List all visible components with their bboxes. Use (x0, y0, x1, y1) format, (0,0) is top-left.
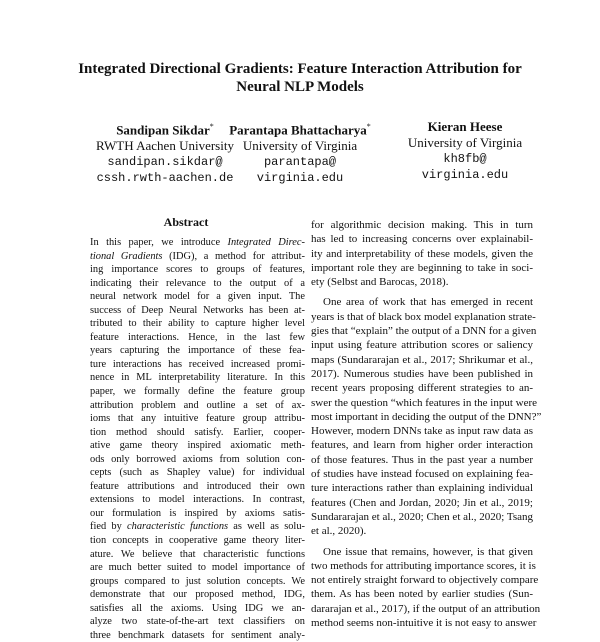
italic-term: Integrated Direc- (227, 237, 305, 248)
body-line: most important in deciding the output of the DNN?” (311, 410, 542, 423)
body-line: for algorithmic decision making. This in turn (311, 219, 533, 231)
author-affiliation: University of Virginia (407, 135, 523, 150)
author-email-line: kh8fb@ (443, 152, 487, 166)
body-line: method seems non-intuitive it is not easy to answer (311, 617, 537, 630)
abstract-line: feature interactions. Hence, in the last few (90, 331, 305, 343)
author-affiliation: University of Virginia (242, 138, 358, 154)
italic-term: tional Gradients (90, 250, 163, 262)
abstract-line: nence in ML interpretability literature. In this (90, 372, 305, 384)
author-name: Sandipan Sikdar* (116, 122, 214, 138)
abstract-line: ture interactions has received increased promi- (90, 358, 305, 370)
abstract-line: tion concepts in cooperative game theory liter- (90, 535, 305, 547)
abstract-line: years capturing the importance of these fea- (90, 345, 305, 357)
abstract-line: alyze two state-of-the-art text classifiers on (90, 616, 305, 628)
abstract-line: paper, we formally define the feature group (90, 386, 305, 398)
body-line: input using feature attribution scores or saliency (311, 339, 533, 352)
abstract-line: feature attributions and introduced their own (90, 480, 305, 492)
body-line: of those features. Thus in the past year a number (311, 453, 533, 466)
body-line: them. As has been noted by earlier studies (Sun- (311, 588, 533, 601)
body-line: ture interactions rather than explaining individual (311, 482, 533, 495)
abstract-line: our formulation is inspired by axioms satis- (90, 507, 305, 519)
body-line: of studies have instead focused on explaining fea- (311, 468, 533, 481)
abstract-line: ature. We believe that characteristic functions (90, 548, 305, 560)
body-line: et al., 2020). (311, 525, 367, 538)
body-line: swer the question “which features in the input were (311, 396, 538, 409)
author-name: Parantapa Bhattacharya* (229, 122, 371, 138)
abstract-body (90, 236, 305, 642)
abstract-line: groups compared to just solution concepts. We (90, 575, 305, 587)
abstract-line: extensions to model interactions. In contrast, (90, 494, 305, 506)
abstract-line: tion method should satisfy. Earlier, cooper- (90, 426, 305, 438)
body-line: However, modern DNNs take as input raw data as (311, 425, 533, 438)
body-line: years is that of black box model explanation strate- (311, 310, 536, 323)
body-line: features, and learn from higher order interaction (311, 439, 533, 452)
author-email-line: virginia.edu (421, 168, 509, 182)
author-email-line: cssh.rwth-aachen.de (96, 171, 234, 186)
body-line: recent years proposing different strategies to an- (311, 382, 533, 395)
abstract-line: success of Deep Neural Networks has been at- (90, 304, 305, 316)
author-block-2 (215, 119, 385, 186)
abstract-heading: Abstract (163, 215, 209, 229)
author-name: Kieran Heese (427, 119, 503, 134)
body-line: One issue that remains, however, is that given (323, 545, 533, 558)
body-line: Sundararajan et al., 2020; Chen et al., 2020; Tsang (311, 510, 534, 523)
italic-term: characteristic functions (127, 521, 229, 533)
body-line: dararajan et al., 2017), if the output of an attribution (311, 602, 541, 615)
equal-contribution-mark: * (209, 122, 214, 131)
author-block-3 (380, 119, 550, 183)
abstract-line: are much better suited to model importance of (90, 562, 305, 574)
abstract-line: tributed to their ability to capture higher level (90, 318, 305, 330)
abstract-line: In this paper, we introduce Integrated Direc- (90, 237, 305, 248)
title-line-2: Neural NLP Models (236, 79, 364, 95)
abstract-line: neural network model for a given input. The (90, 291, 305, 303)
abstract-line: satisfies all the axioms. Using IDG we an- (90, 602, 305, 614)
abstract-line: fied by characteristic functions as well as solu- (90, 521, 305, 533)
author-email-line: virginia.edu (256, 171, 344, 186)
author-affiliation: RWTH Aachen University (96, 138, 234, 154)
body-line: two methods for attributing importance scores, it is (311, 559, 536, 572)
body-line: features (Chen and Jordan, 2020; Jin et al., 2019; (311, 496, 533, 509)
body-line: gies that “explain” the output of a DNN for a given (311, 325, 537, 338)
body-line: ety (Selbst and Barocas, 2018). (311, 276, 449, 289)
body-line: not entirely straight forward to objectively compare (311, 574, 539, 587)
author-email-line: parantapa@ (263, 155, 336, 170)
abstract-line: demonstrate that our proposed method, IDG, (90, 589, 305, 601)
body-line: One area of work that has emerged in recent (323, 296, 533, 309)
abstract-line: attribution problem and outline a set of ax- (90, 399, 305, 411)
abstract-line: three benchmark datasets for sentiment analy- (90, 629, 305, 641)
body-line: important role they are beginning to take in soci- (311, 261, 533, 274)
introduction-body (311, 218, 542, 630)
abstract-line: ods only borrowed axioms from solution con- (90, 453, 305, 465)
body-line: 2017). Numerous studies have been published in (311, 367, 533, 380)
abstract-line: ioms that any intuitive feature group attribu- (90, 413, 305, 425)
abstract-line: ing importance scores to groups of features, (90, 264, 305, 276)
paper-title (40, 60, 560, 96)
body-line: maps (Sundararajan et al., 2017; Shrikumar et al., (311, 353, 533, 366)
author-email-line: sandipan.sikdar@ (107, 155, 223, 170)
abstract-line: ative game theory inspired axiomatic meth- (90, 440, 305, 452)
abstract-line: indicating their relevance to the output of a (90, 277, 305, 289)
equal-contribution-mark: * (366, 122, 371, 131)
abstract-line: tional Gradients (IDG), a method for attribut- (90, 250, 305, 262)
abstract-line: cepts (such as Shapley value) for individual (90, 467, 305, 479)
title-line-1: Integrated Directional Gradients: Feature Interaction Attribution for (78, 61, 522, 77)
body-line: ity and interpretability of these models, given the (311, 247, 533, 260)
body-line: has led to increasing concerns over explainabil- (311, 233, 533, 246)
